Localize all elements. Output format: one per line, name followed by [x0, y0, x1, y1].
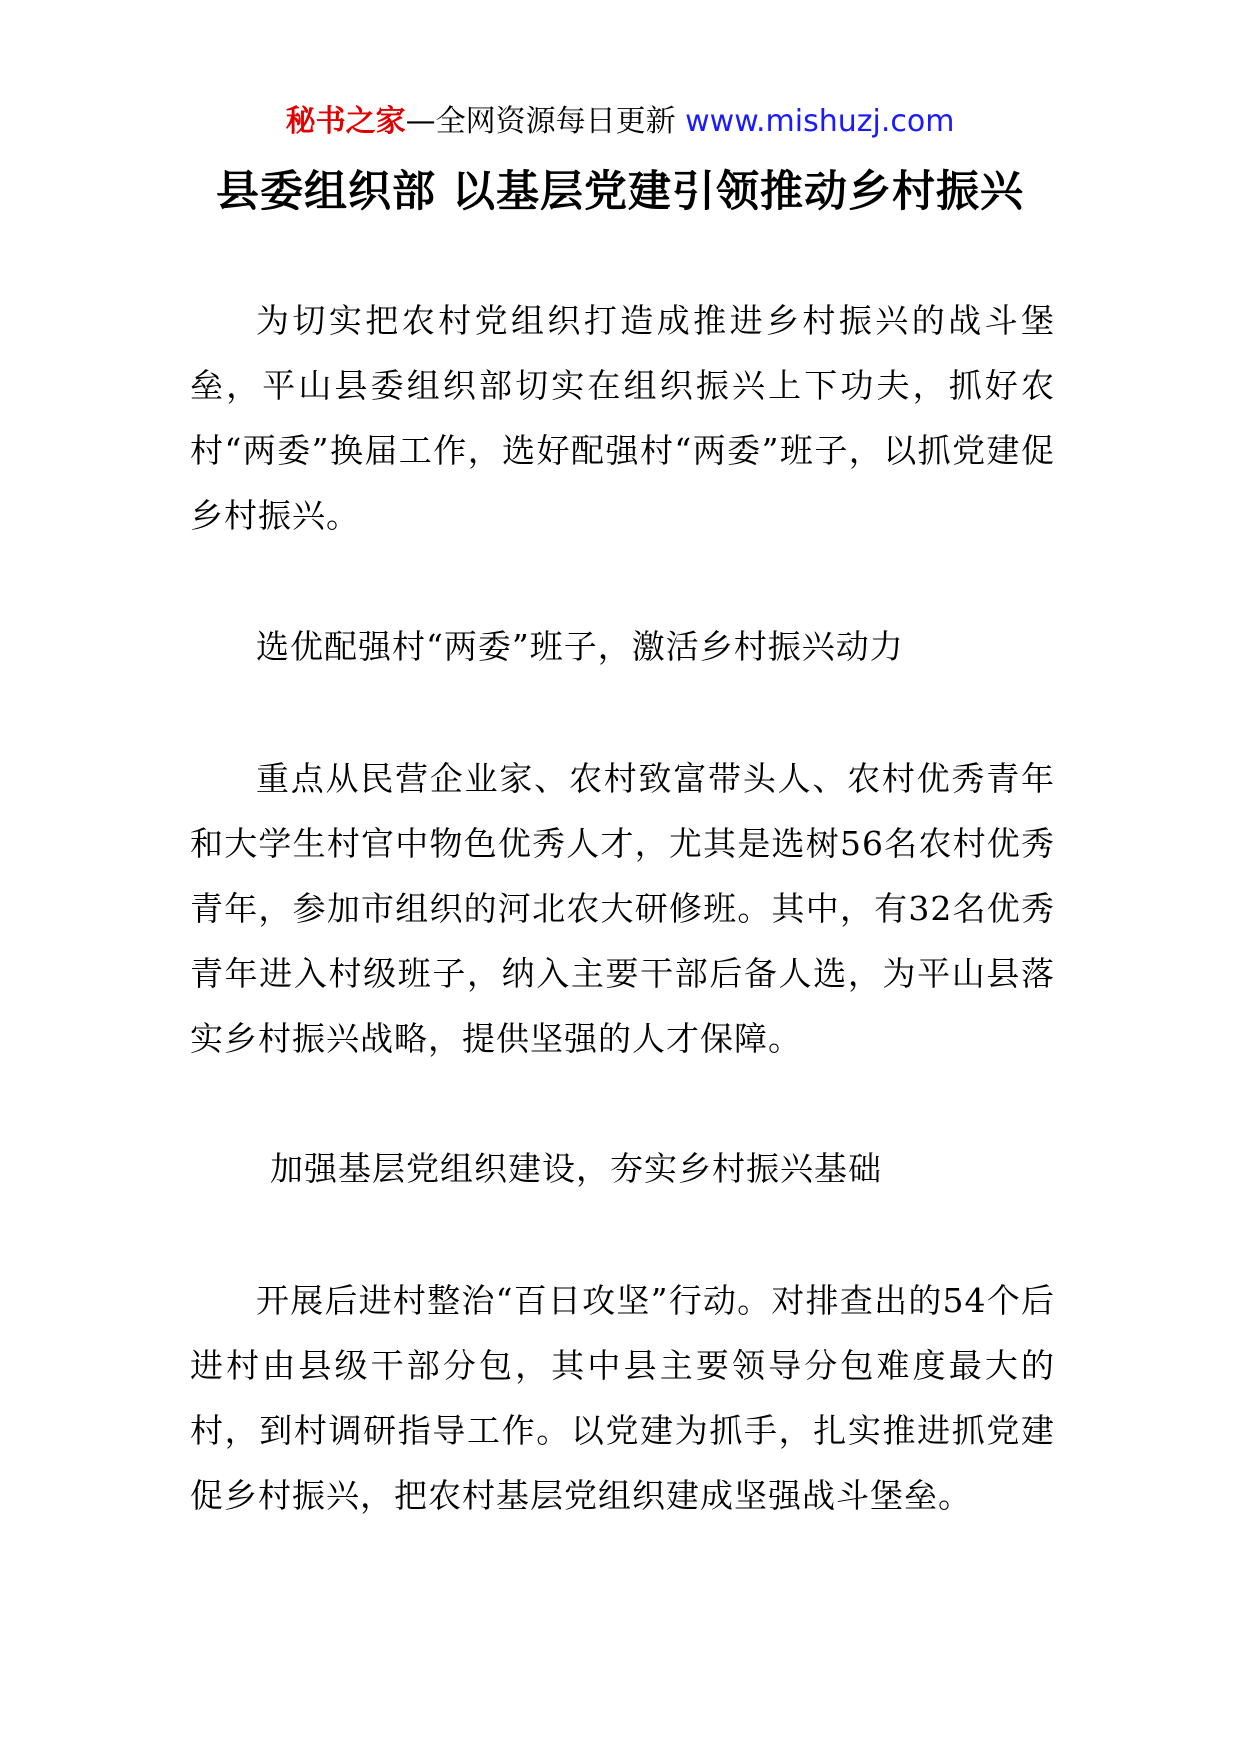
site-header — [0, 100, 1240, 144]
site-url-link[interactable]: www.mishuzj.com — [685, 104, 955, 139]
site-tagline: —全网资源每日更新 — [405, 104, 676, 139]
paragraph-section-1: 重点从民营企业家、农村致富带头人、农村优秀青年和大学生村官中物色优秀人才，尤其是选树56名农村优秀青年，参加市组织的河北农大研修班。其中，有32名优秀青年进入村级班子，纳入主要干部后备人选，为平山县落实乡村振兴战略，提供坚强的人才保障。 — [190, 759, 1055, 1058]
paragraph-intro: 为切实把农村党组织打造成推进乡村振兴的战斗堡垒，平山县委组织部切实在组织振兴上下功夫，抓好农村“两委”换届工作，选好配强村“两委”班子，以抓党建促乡村振兴。 — [190, 301, 1055, 535]
section-heading-2: 加强基层党组织建设，夯实乡村振兴基础 — [270, 1149, 882, 1188]
document-title: 县委组织部 以基层党建引领推动乡村振兴 — [216, 167, 1024, 217]
paragraph-section-2: 开展后进村整治“百日攻坚”行动。对排查出的54个后进村由县级干部分包，其中县主要领导分包难度最大的村，到村调研指导工作。以党建为抓手，扎实推进抓党建促乡村振兴，把农村基层党组织建成坚强战斗堡垒。 — [190, 1281, 1055, 1515]
section-heading-1: 选优配强村“两委”班子，激活乡村振兴动力 — [256, 627, 904, 666]
site-name: 秘书之家 — [285, 104, 406, 139]
